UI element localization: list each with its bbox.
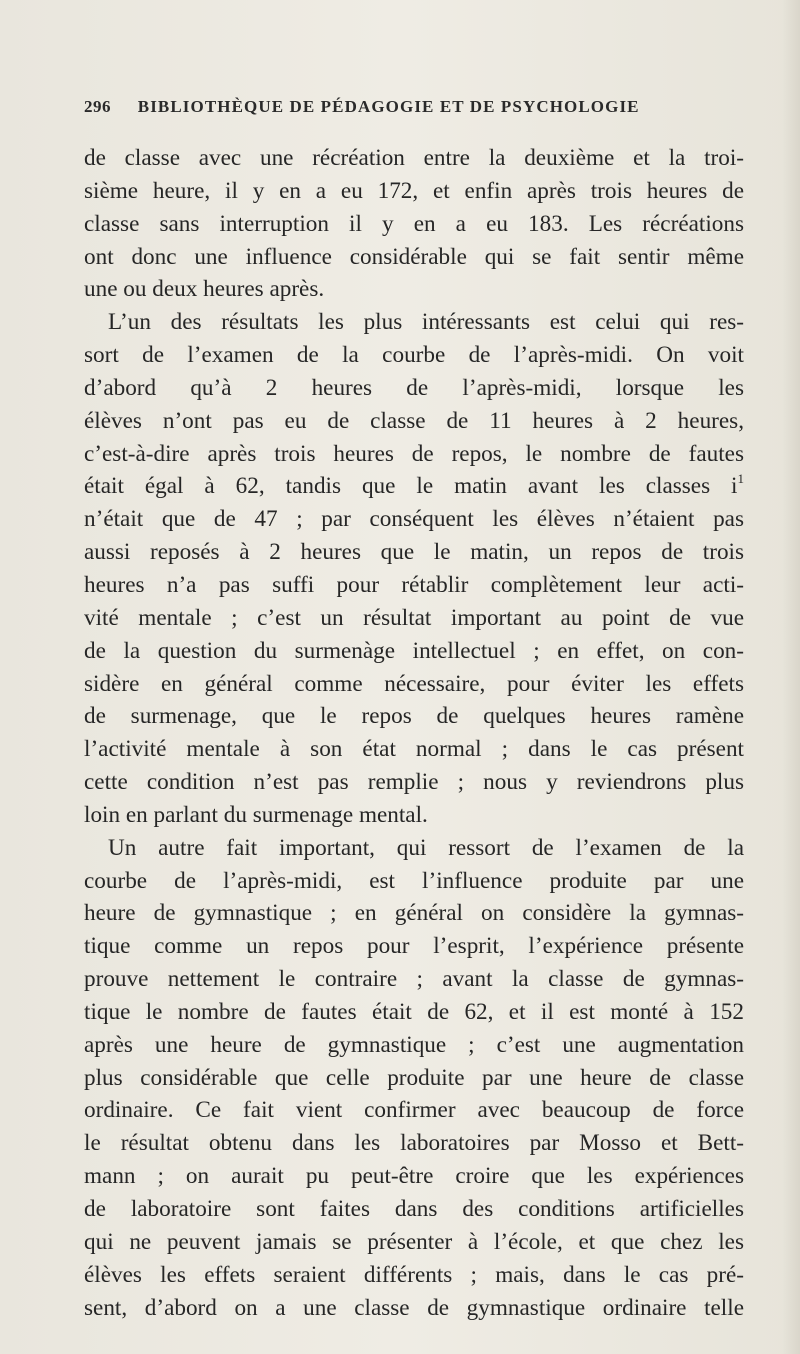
text-line-with-footnote — [84, 470, 744, 503]
text-line: l’activité mentale à son état normal ; dans le cas présent — [84, 736, 744, 763]
text-line: sième heure, il y en a eu 172, et enfin après trois heures de — [84, 177, 744, 204]
text-line: de classe avec une récréation entre la deuxième et la troi- — [84, 145, 744, 171]
text-line: n’était que de 47 ; par conséquent les élèves n’étaient pas — [84, 506, 744, 533]
running-head: BIBLIOTHÈQUE DE PÉDAGOGIE ET DE PSYCHOLOGIE — [137, 97, 640, 116]
text-line: de laboratoire sont faites dans des conditions artificielles — [84, 1196, 744, 1222]
page-header — [84, 96, 744, 118]
text-line: courbe de l’après-midi, est l’influence produite par une — [84, 867, 744, 894]
text-line: L’un des résultats les plus intéressants est celui qui res- — [108, 309, 744, 336]
text-line: vité mentale ; c’est un résultat important au point de vue — [84, 604, 744, 631]
body-text — [84, 142, 744, 1324]
text-line: plus considérable que celle produite par une heure de classe — [84, 1064, 744, 1091]
footnote-mark: 1 — [737, 470, 744, 486]
text-line: ont donc une influence considérable qui se fait sentir même — [84, 243, 744, 270]
text-line: élèves les effets seraient différents ; mais, dans le cas pré- — [84, 1261, 744, 1288]
text-line: d’abord qu’à 2 heures de l’après-midi, lorsque les — [84, 374, 744, 401]
text-line: aussi reposés à 2 heures que le matin, un repos de trois — [84, 539, 744, 566]
text-line: sent, d’abord on a une classe de gymnastique ordinaire telle — [84, 1294, 744, 1321]
text-line-segment: était égal à 62, tandis que le matin avant les classes i — [84, 473, 738, 500]
text-line: qui ne peuvent jamais se présenter à l’école, et que chez les — [84, 1228, 744, 1255]
text-line: de la question du surmenàge intellectuel ; en effet, on con- — [84, 637, 744, 664]
text-line: heure de gymnastique ; en général on considère la gymnas- — [84, 900, 744, 927]
text-line: cette condition n’est pas remplie ; nous y reviendrons plus — [84, 769, 744, 796]
text-line: prouve nettement le contraire ; avant la classe de gymnas- — [84, 966, 744, 993]
text-line: sidère en général comme nécessaire, pour éviter les effets — [84, 670, 744, 697]
text-line: c’est-à-dire après trois heures de repos, le nombre de fautes — [84, 440, 744, 467]
page-number: 296 — [84, 97, 111, 116]
text-line: heures n’a pas suffi pour rétablir complètement leur acti- — [84, 571, 744, 598]
page-edge-shadow — [782, 0, 800, 1354]
text-line: une ou deux heures après. — [84, 276, 325, 303]
text-line: le résultat obtenu dans les laboratoires par Mosso et Bett- — [84, 1130, 744, 1157]
text-line: ordinaire. Ce fait vient confirmer avec beaucoup de force — [84, 1097, 744, 1124]
text-line: sort de l’examen de la courbe de l’après-midi. On voit — [84, 342, 744, 369]
text-line: tique le nombre de fautes était de 62, et il est monté à 152 — [84, 998, 744, 1025]
text-line: loin en parlant du surmenage mental. — [84, 801, 428, 828]
text-line: mann ; on aurait pu peut-être croire que les expériences — [84, 1163, 744, 1190]
text-line: de surmenage, que le repos de quelques heures ramène — [84, 703, 744, 730]
text-line: après une heure de gymnastique ; c’est une augmentation — [84, 1031, 744, 1058]
text-line: Un autre fait important, qui ressort de l’examen de la — [108, 834, 744, 861]
text-line: tique comme un repos pour l’esprit, l’expérience présente — [84, 933, 744, 960]
text-line: classe sans interruption il y en a eu 183. Les récréations — [84, 210, 744, 237]
text-line: élèves n’ont pas eu de classe de 11 heures à 2 heures, — [84, 407, 744, 434]
